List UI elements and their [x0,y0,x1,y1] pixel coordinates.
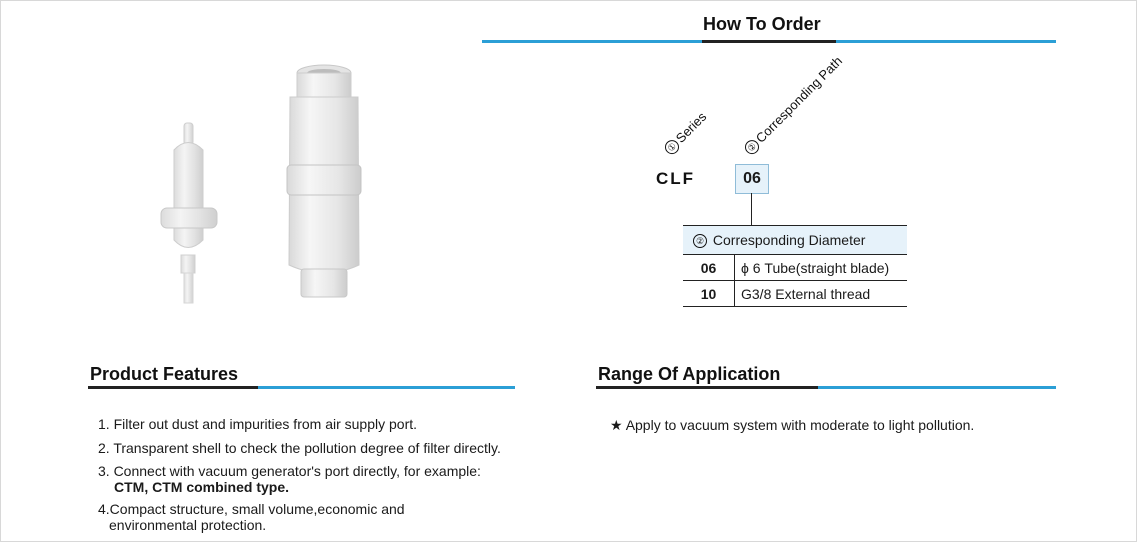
diameter-table-header [683,226,907,255]
large-filter-image [287,65,361,297]
path-code-box: 06 [735,164,769,194]
star-icon: ★ [610,417,623,433]
path-number: ② [742,137,762,157]
diameter-table [683,225,907,307]
application-text: Apply to vacuum system with moderate to light pollution. [625,417,975,433]
feature-item-2: 2. Transparent shell to check the pollution degree of filter directly. [98,440,501,456]
table-row [683,255,907,281]
how-to-order-rule-left [482,40,702,43]
series-number: ① [662,137,682,157]
header-number: ② [693,234,707,248]
path-label: ②Corresponding Path [741,53,845,157]
how-to-order-rule-center [702,40,836,43]
how-to-order-rule-right [836,40,1056,43]
feature-item-1: 1. Filter out dust and impurities from air supply port. [98,416,418,432]
header-label: Corresponding Diameter [712,232,866,248]
how-to-order-title: How To Order [703,14,821,34]
application-item [610,417,974,434]
application-rule-dark [596,386,818,389]
table-row [683,281,907,307]
feature-item-4: 4.Compact structure, small volume,economic and [98,501,405,517]
connector-line [751,193,752,225]
features-rule-dark [88,386,258,389]
product-images [150,55,370,320]
feature-item-4-cont: environmental protection. [109,517,267,533]
application-title: Range Of Application [598,364,781,384]
feature-item-3-example: CTM, CTM combined type. [114,479,289,495]
row-desc: ϕ 6 Tube(straight blade) [735,255,908,281]
application-rule-blue [818,386,1056,389]
row-code: 06 [683,255,735,281]
features-title: Product Features [90,364,239,384]
row-desc: G3/8 External thread [735,281,908,307]
features-rule-blue [258,386,515,389]
feature-item-3: 3. Connect with vacuum generator's port directly, for example: [98,463,481,479]
series-code: CLF [656,169,696,188]
small-filter-image [161,123,217,303]
series-label: ①Series [661,109,709,157]
row-code: 10 [683,281,735,307]
